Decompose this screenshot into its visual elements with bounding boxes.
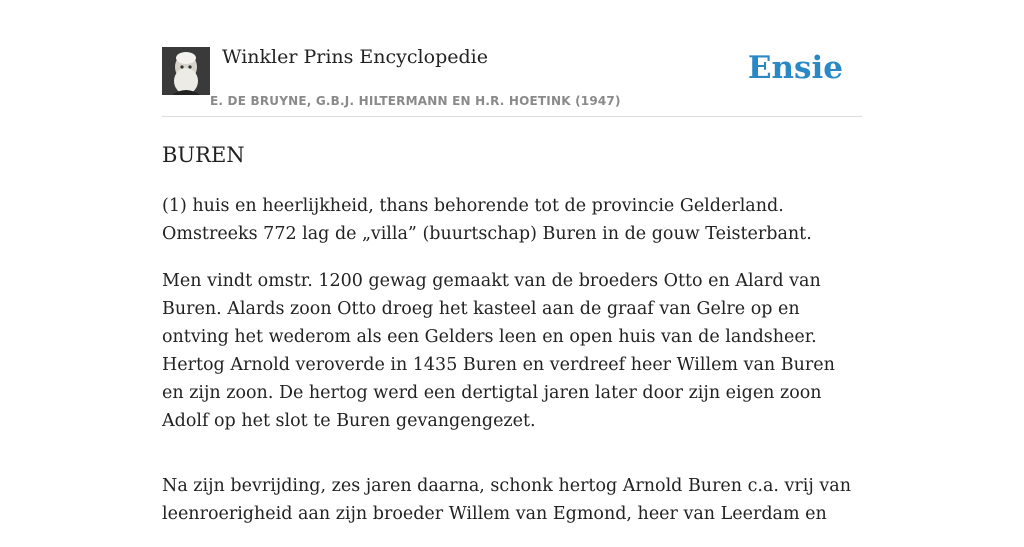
source-title-link[interactable]: Winkler Prins Encyclopedie [222, 46, 488, 68]
author-portrait-icon[interactable] [162, 47, 210, 95]
article-headword: BUREN [162, 143, 245, 167]
article-paragraph: (1) huis en heerlijkheid, thans behorende tot de provincie Gelderland. Omstreeks 772 lag de „villa” (buurtschap) Buren in de gouw Teisterbant. [162, 196, 812, 244]
ensie-logo-link[interactable]: Ensie [747, 50, 843, 86]
article-paragraph: Na zijn bevrijding, zes jaren daarna, schonk hertog Arnold Buren c.a. vrij van leenroerigheid aan zijn broeder Willem van Egmond, heer van Leerdam en [162, 476, 851, 524]
source-authors: E. DE BRUYNE, G.B.J. HILTERMANN EN H.R. HOETINK (1947) [210, 94, 621, 108]
source-header [162, 46, 862, 117]
article-paragraph: Men vindt omstr. 1200 gewag gemaakt van de broeders Otto en Alard van Buren. Alards zoon Otto droeg het kasteel aan de graaf van Gelre op en ontving het wederom als een Gelders leen en open huis van de landsheer. Hertog Arnold veroverde in 1435 Buren en verdreef heer Willem van Buren en zijn zoon. De hertog werd een dertigtal jaren later door zijn eigen zoon Adolf op het slot te Buren gevangengezet. [162, 271, 835, 431]
article [162, 140, 862, 547]
